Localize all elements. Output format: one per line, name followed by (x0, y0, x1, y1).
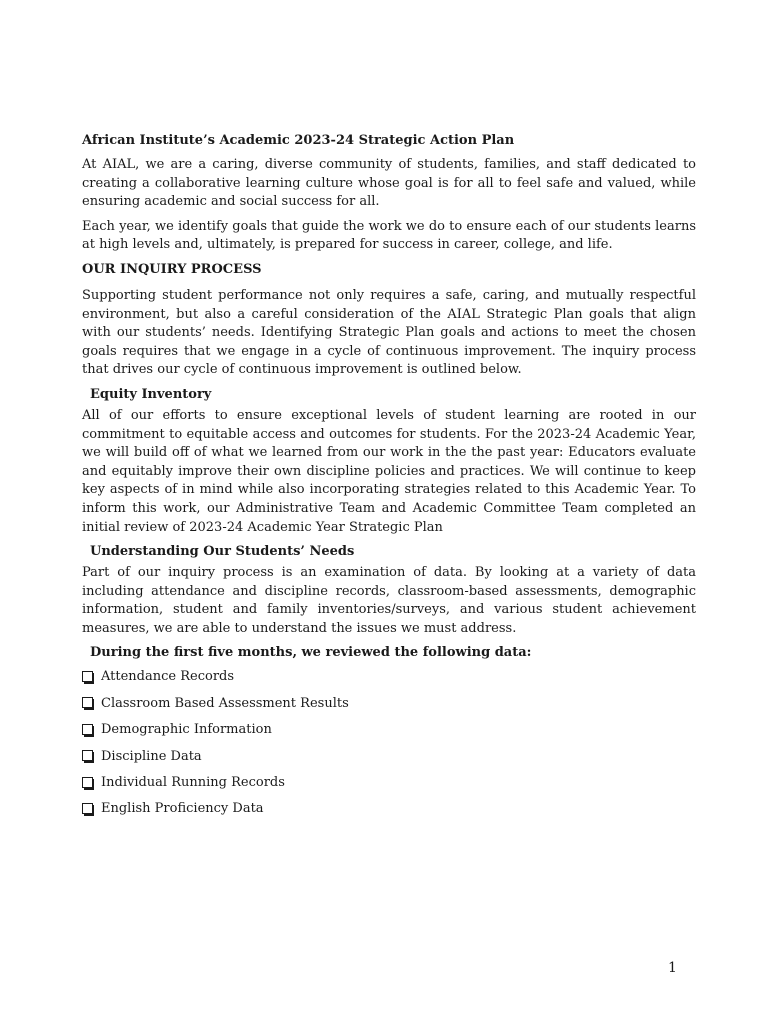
document-title: African Institute’s Academic 2023-24 Strategic Action Plan (82, 133, 515, 148)
intro-paragraph-1: At AIAL, we are a caring, diverse community of students, families, and staff dedicated to creating a collaborative learning culture whose goal is for all to feel safe and valued, while ensuring academic and social success for all. (82, 157, 696, 210)
list-item-label: Classroom Based Assessment Results (101, 695, 349, 711)
list-item (82, 721, 696, 739)
list-item (82, 668, 696, 686)
checkbox-icon (82, 750, 95, 763)
list-item-label: Attendance Records (101, 669, 235, 685)
inquiry-heading: OUR INQUIRY PROCESS (82, 261, 262, 277)
list-item-label: Discipline Data (101, 748, 202, 764)
checkbox-icon (82, 697, 95, 710)
list-item-label: English Proficiency Data (101, 801, 264, 817)
checkbox-icon (82, 724, 95, 737)
data-review-list (82, 668, 696, 818)
list-item-label: Demographic Information (101, 722, 272, 738)
page-number: 1 (668, 960, 677, 976)
equity-heading: Equity Inventory (90, 386, 212, 402)
document-page (82, 132, 696, 827)
list-item (82, 695, 696, 713)
list-item (82, 748, 696, 766)
inquiry-paragraph: Supporting student performance not only requires a safe, caring, and mutually respectful environment, but also a careful consideration of the AIAL Strategic Plan goals that align with our students’ needs. Identifying Strategic Plan goals and actions to meet the chosen goals requires that we engage in a cycle of continuous improvement. The inquiry process that drives our cycle of continuous improvement is outlined below. (82, 287, 696, 378)
list-item (82, 800, 696, 818)
needs-heading: Understanding Our Students’ Needs (90, 544, 355, 560)
checkbox-icon (82, 777, 95, 790)
data-review-intro: During the first five months, we reviewed the following data: (90, 645, 532, 661)
list-item-label: Individual Running Records (101, 775, 285, 791)
checkbox-icon (82, 671, 95, 684)
needs-paragraph: Part of our inquiry process is an examination of data. By looking at a variety of data including attendance and discipline records, classroom-based assessments, demographic information, student and family inventories/surveys, and various student achievement measures, we are able to understand the issues we must address. (82, 565, 696, 636)
list-item (82, 774, 696, 792)
equity-paragraph: All of our efforts to ensure exceptional levels of student learning are rooted in our commitment to equitable access and outcomes for students. For the 2023-24 Academic Year, we will build off of what we learned from our work in the the past year: Educators evaluate and equitably improve their own discipline policies and practices. We will continue to keep key aspects of in mind while also incorporating strategies related to this Academic Year. To inform this work, our Administrative Team and Academic Committee Team completed an initial review of 2023-24 Academic Year Strategic Plan (82, 407, 696, 535)
intro-paragraph-2: Each year, we identify goals that guide the work we do to ensure each of our students learns at high levels and, ultimately, is prepared for success in career, college, and life. (82, 218, 696, 253)
checkbox-icon (82, 803, 95, 816)
